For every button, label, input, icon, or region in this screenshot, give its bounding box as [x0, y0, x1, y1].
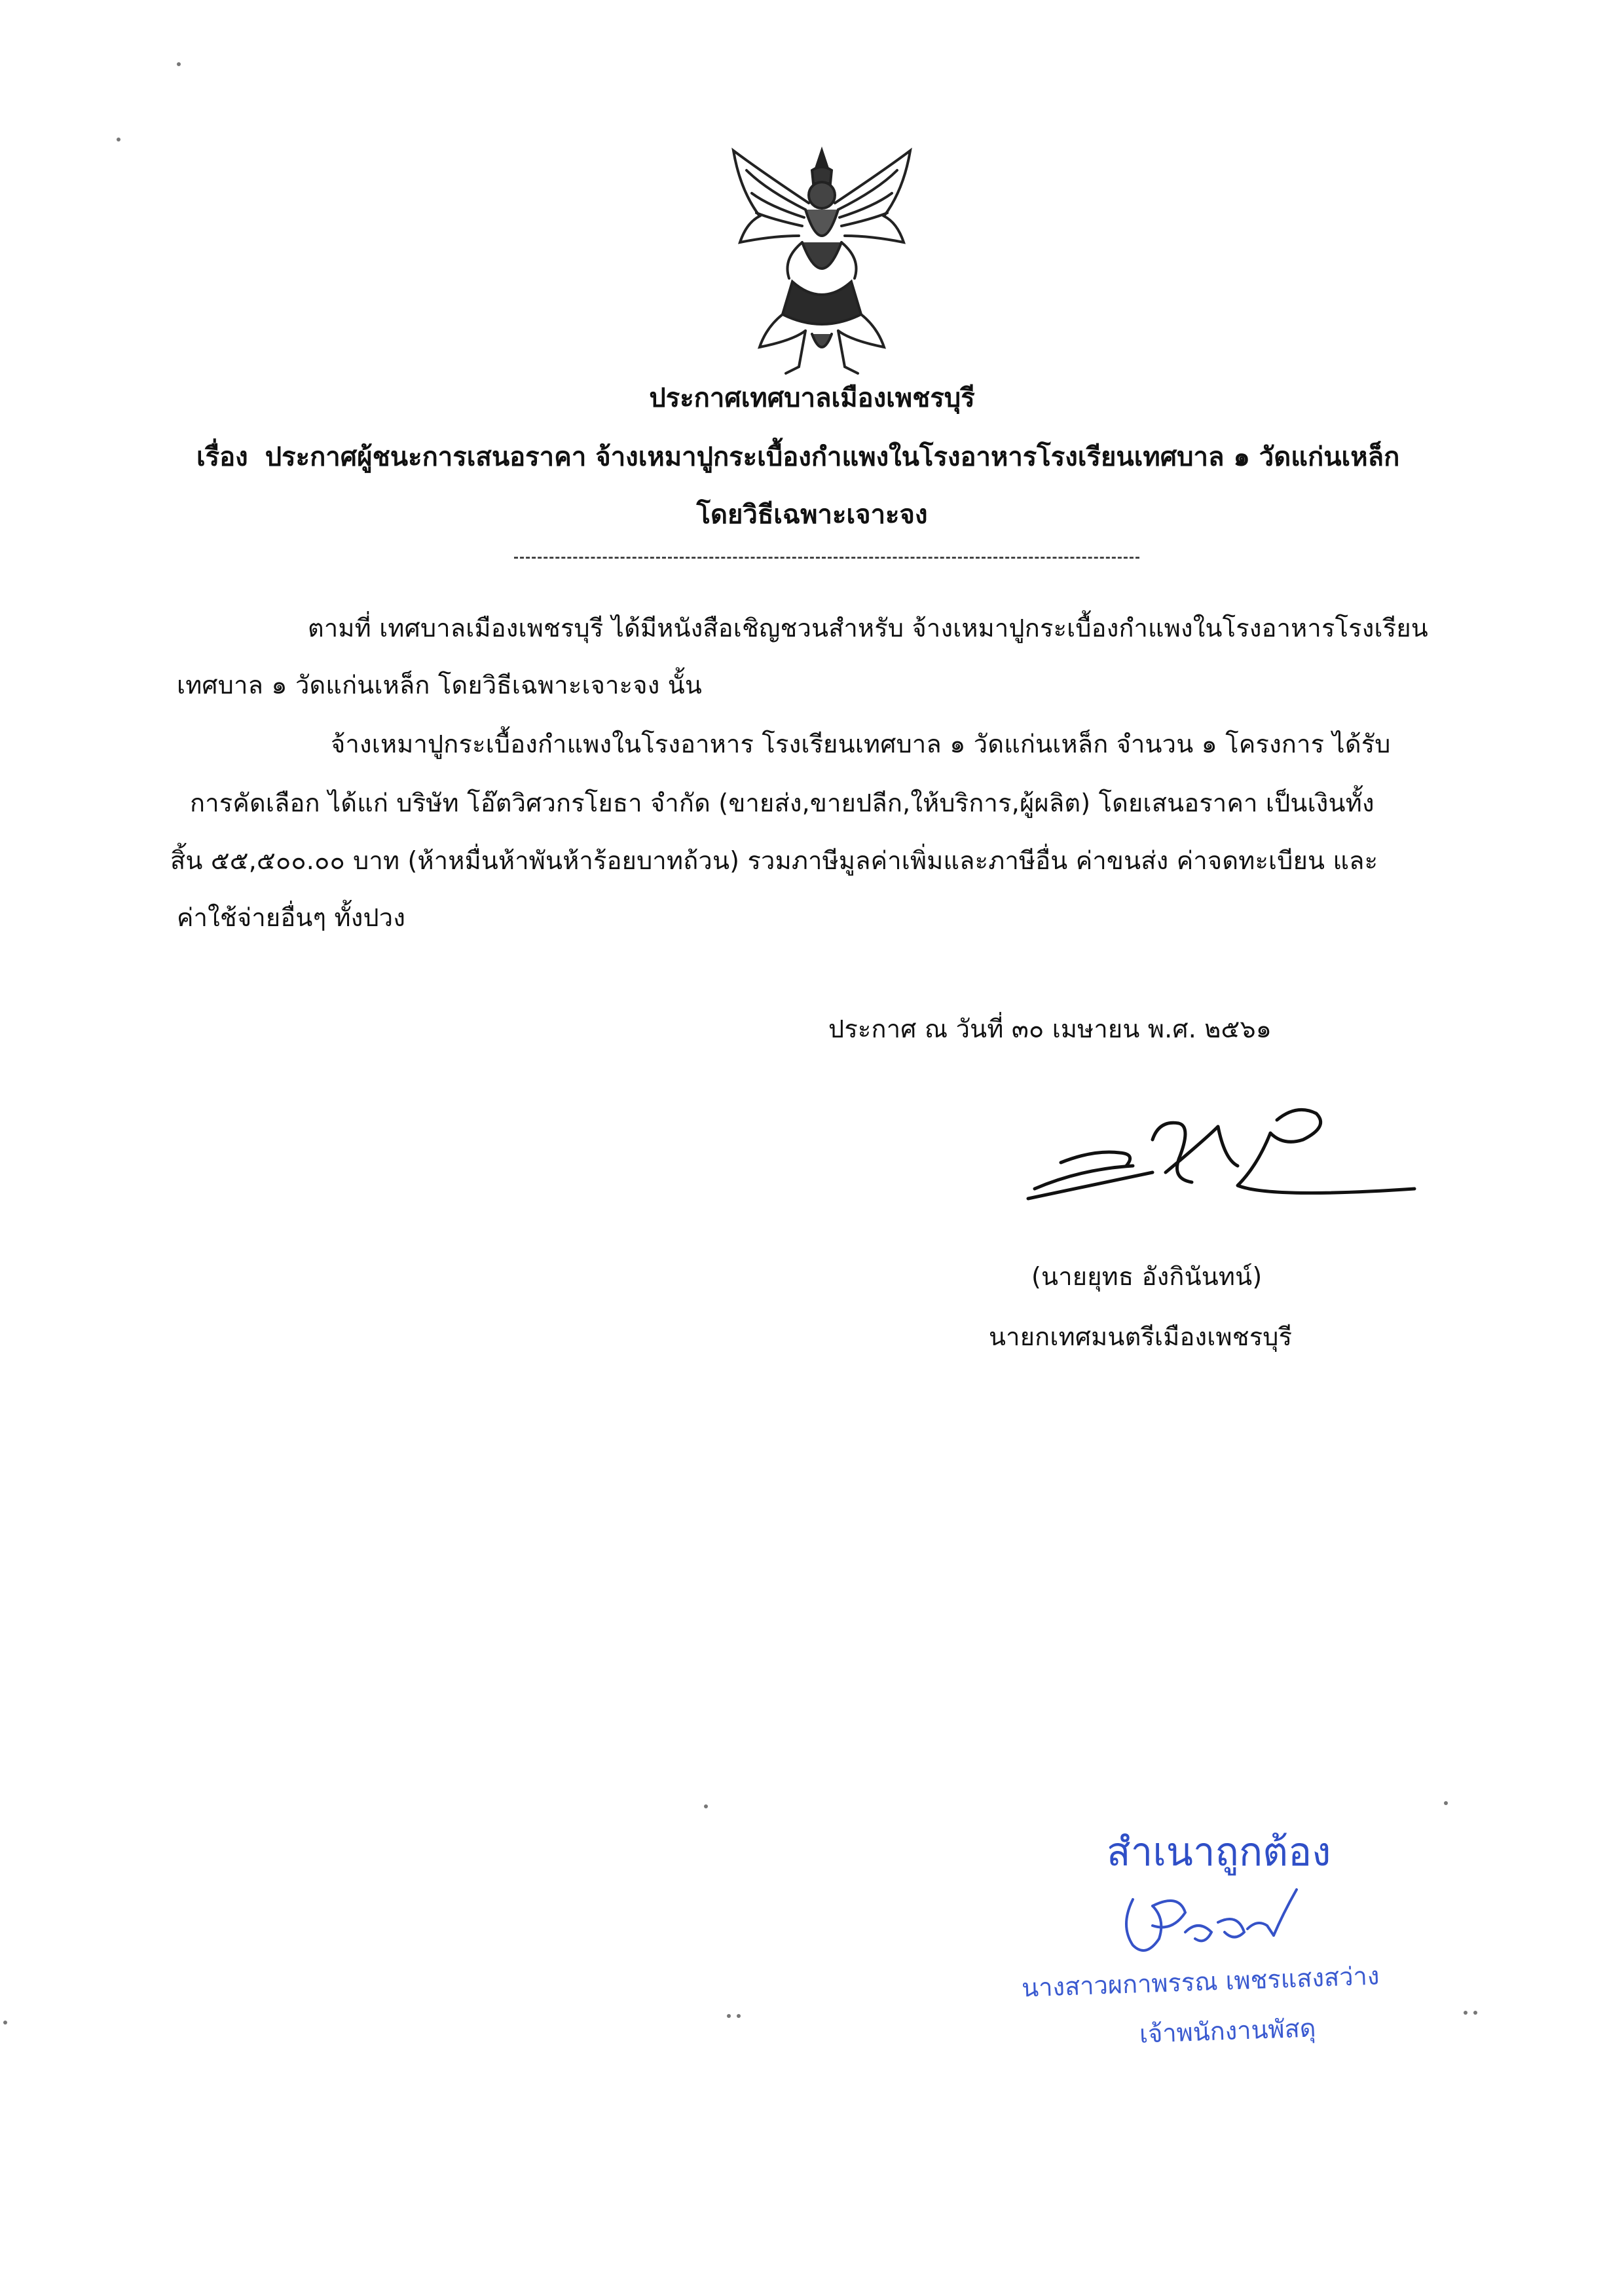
signature-icon: [1022, 1100, 1428, 1212]
stamp-title: สำเนาถูกต้อง: [1107, 1829, 1331, 1875]
method-title: โดยวิธีเฉพาะเจาะจง: [696, 500, 928, 530]
scan-speck: [1464, 2011, 1467, 2015]
subject-line: [196, 436, 1399, 477]
paragraph2-line3: สิ้น ๕๕,๕๐๐.๐๐ บาท (ห้าหมื่นห้าพันห้าร้อยบาทถ้วน) รวมภาษีมูลค่าเพิ่มและภาษีอื่น ค่าขนส่ง ค่าจดทะเบียน และ: [170, 846, 1378, 875]
announcement-date: ประกาศ ณ วันที่ ๓๐ เมษายน พ.ศ. ๒๕๖๑: [828, 1015, 1272, 1043]
scan-speck: [737, 2014, 741, 2018]
signer-name: (นายยุทธ อังกินันทน์): [1031, 1262, 1263, 1291]
paragraph2-line4: ค่าใช้จ่ายอื่นๆ ทั้งปวง: [177, 903, 406, 932]
subject-prefix: เรื่อง: [196, 442, 248, 472]
announcement-title: ประกาศเทศบาลเมืองเพชรบุรี: [649, 383, 975, 413]
garuda-emblem-icon: [720, 144, 923, 380]
scan-speck: [117, 138, 120, 141]
scan-speck: [1473, 2011, 1477, 2015]
scan-speck: [3, 2021, 7, 2024]
signer-position: นายกเทศมนตรีเมืองเพชรบุรี: [989, 1322, 1293, 1351]
scan-speck: [704, 1804, 708, 1808]
paragraph2-line2: การคัดเลือก ได้แก่ บริษัท โอ๊ตวิศวกรโยธา จำกัด (ขายส่ง,ขายปลีก,ให้บริการ,ผู้ผลิต) โดยเสนอราคา เป็นเงินทั้ง: [190, 789, 1375, 817]
certified-copy-stamp: [1022, 1808, 1454, 2070]
scan-speck: [727, 2014, 731, 2018]
stamp-officer-position: เจ้าพนักงานพัสดุ: [1139, 2013, 1317, 2049]
stamp-signature-icon: [1113, 1886, 1310, 1965]
paragraph2-line1: จ้างเหมาปูกระเบื้องกำแพงในโรงอาหาร โรงเรียนเทศบาล ๑ วัดแก่นเหล็ก จำนวน ๑ โครงการ ได้รับ: [331, 730, 1391, 758]
paragraph1-line1: ตามที่ เทศบาลเมืองเพชรบุรี ได้มีหนังสือเชิญชวนสำหรับ จ้างเหมาปูกระเบื้องกำแพงในโรงอาหารโรงเรียน: [308, 614, 1428, 643]
divider: [514, 557, 1139, 559]
paragraph1-line2: เทศบาล ๑ วัดแก่นเหล็ก โดยวิธีเฉพาะเจาะจง นั้น: [177, 671, 703, 700]
scan-speck: [1444, 1801, 1448, 1805]
subject-text: ประกาศผู้ชนะการเสนอราคา จ้างเหมาปูกระเบื้องกำแพงในโรงอาหารโรงเรียนเทศบาล ๑ วัดแก่นเหล็ก: [265, 442, 1400, 472]
scan-speck: [177, 62, 181, 66]
stamp-officer-name: นางสาวผกาพรรณ เพชรแสงสว่าง: [1021, 1961, 1380, 2003]
